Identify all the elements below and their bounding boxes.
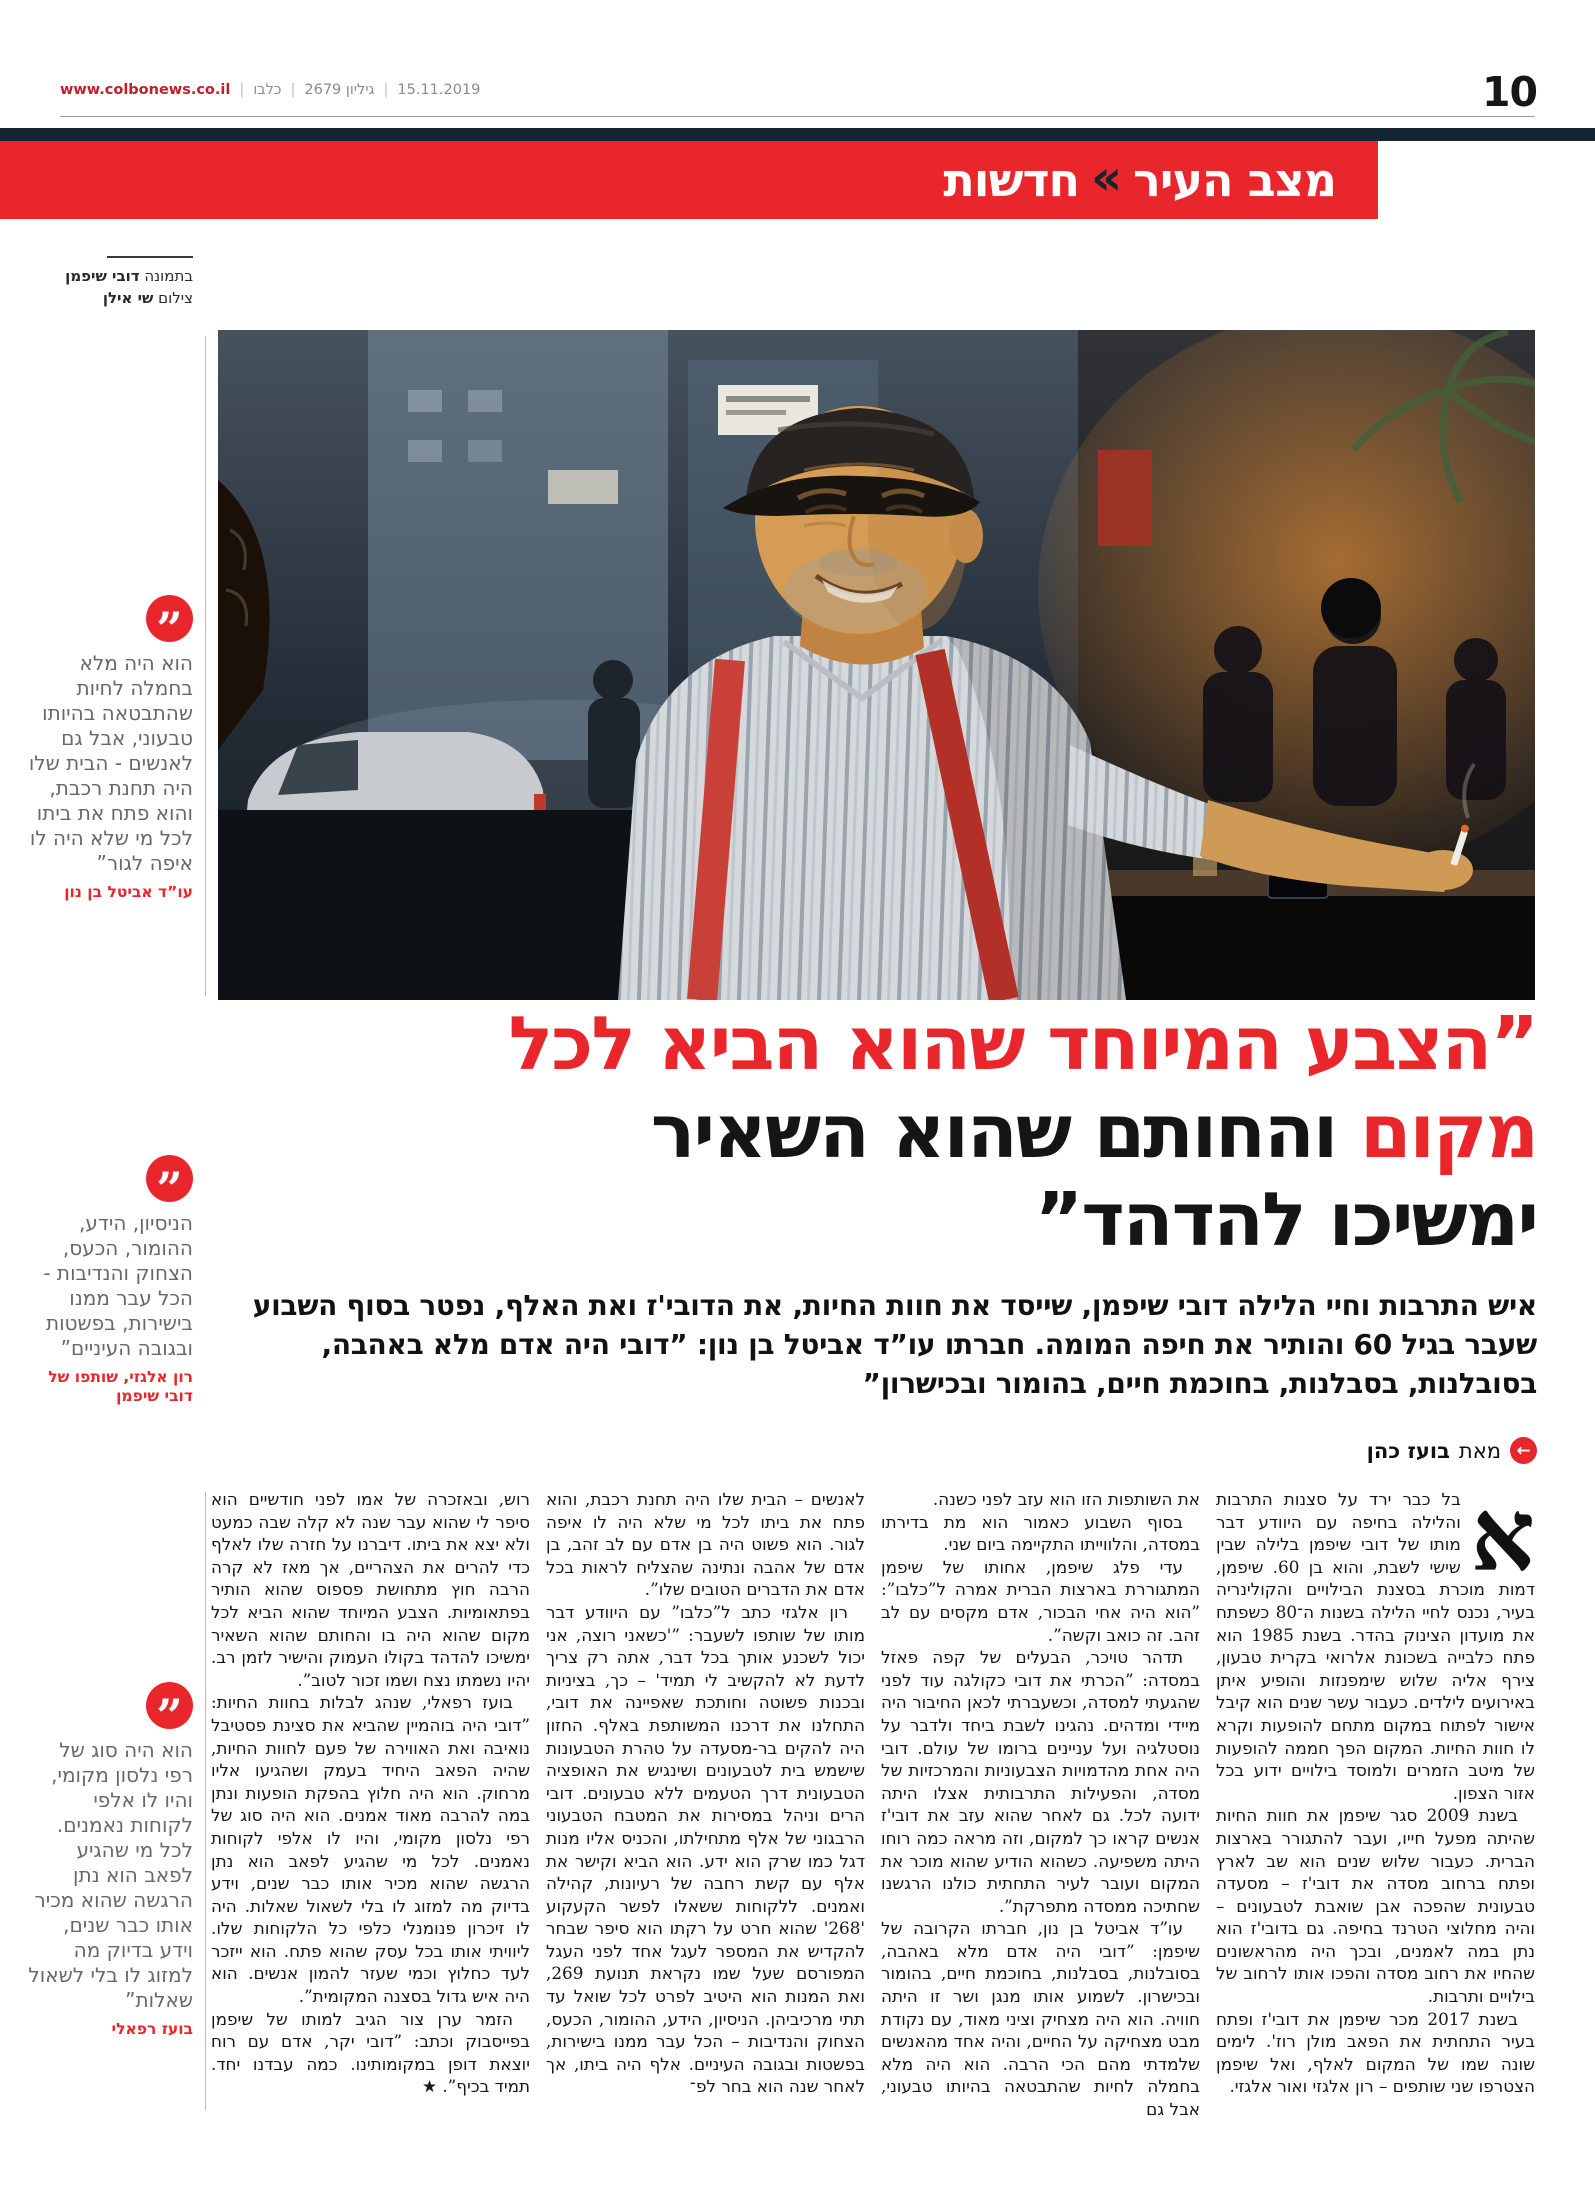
quote-icon: ” bbox=[146, 1682, 193, 1729]
article-paragraph: בסוף השבוע כאמור הוא מת בדירתו במסדה, והלווייתו התקיימה ביום שני. bbox=[881, 1511, 1200, 1555]
pull-quote-2 bbox=[25, 1155, 193, 1406]
article-column-2 bbox=[881, 1488, 1200, 2120]
column-rule bbox=[205, 336, 206, 996]
article-paragraph: א בל כבר ירד על סצנות התרבות והלילה בחיפה עם היוודע דבר מותו של דובי שיפמן בלילה שבין שישי לשבת, והוא בן 60. שיפמן, דמות מוכרת בסצנת הבילויים והקולינריה בעיר, נכנס לחיי הלילה בשנות ה־80 כשפתח את מועדון הצינוק בהדר. בשנת 1985 הוא פתח כלבייה בשכונת אלרואי בקרית טבעון, צירף אליה שלוש שימפנזות והופיע איתן באירועים לילדים. כעבור עשר שנים הוא קיבל אישור לפתוח במקום מתחם להופעות וקרא לו חוות החיות. המקום הפך חממה להופעות של מיטב הזמרים ולמוסד בילויים ידוע בכל אזור הצפון. bbox=[1216, 1488, 1535, 1803]
chevron-left-icon: « bbox=[1091, 150, 1122, 206]
article-paragraph: בשנת 2017 מכר שיפמן את דובי'ז ופתח בעיר התחתית את הפאב מולן רוז'. לימים שונה שמו של המקום לאלף, ואל שיפמן הצטרפו שני שותפים – רון אלגזי ואור אלגזי. bbox=[1216, 2008, 1535, 2097]
pull-quote-attribution: רון אלגזי, שותפו של דובי שיפמן bbox=[48, 1368, 193, 1405]
article-column-4 bbox=[211, 1488, 530, 2120]
headline-line-3: ימשיכו להדהד” bbox=[1034, 1177, 1537, 1263]
masthead-rule bbox=[60, 116, 1535, 117]
byline bbox=[1367, 1437, 1537, 1464]
pull-quote-1 bbox=[25, 595, 193, 902]
photo-credit bbox=[25, 256, 193, 309]
pull-quote-3 bbox=[25, 1682, 193, 2039]
headline-line-2-rest: והחותם שהוא השאיר bbox=[650, 1089, 1337, 1175]
headline-line-2 bbox=[205, 1088, 1537, 1176]
article-paragraph: בשנת 2009 סגר שיפמן את חוות החיות שהיתה מפעל חייו, ועבר להתגורר בארצות הברית. כעבור שלוש שנים הוא שב לארץ ופתח ברחוב מסדה את דובי'ז – מסעדה טבעונית שהפכה אבן שואבת לטבעונים – והיה מחלוצי הטרנד בחיפה. גם בדובי'ז הוא נתן במה לאמנים, ובכך היה מהראשונים שהחיו את רחוב מסדה והפכו אותו לרחוב של בילויים ותרבות. bbox=[1216, 1805, 1535, 2007]
section-name: מצב העיר bbox=[1133, 153, 1336, 207]
article-paragraph: עו”ד אביטל בן נון, חברתו הקרובה של שיפמן: ”דובי היה אדם מלא באהבה, בסובלנות, בסבלנות, בחוכמת חיים, בהומור ובכישרון. לשמוע אותו מנגן ושר זו היתה חוויה. הוא היה מצחיק וציני מאוד, עם נקודת מבט מצחיקה על החיים, והיה אחד מהאנשים שלמדתי מהם הכי הרבה. הוא היה מלא בחמלה לחיות שהתבטאה בהיותו טבעוני, אבל גם bbox=[881, 1918, 1200, 2120]
page-number: 10 bbox=[1481, 68, 1537, 116]
section-category: חדשות bbox=[943, 153, 1080, 207]
credit-rule bbox=[107, 256, 193, 258]
article-paragraph: הזמר ערן צור הגיב למותו של שיפמן בפייסבוק וכתב: ”דובי יקר, אדם עם רוח יוצאת דופן במקומותינו. כמה עבדנו יחד. תמיד בכיף”. ★ bbox=[211, 2008, 530, 2097]
masthead-paper-name: כלבו bbox=[253, 82, 282, 98]
subheadline: איש התרבות וחיי הלילה דובי שיפמן, שייסד את חוות החיות, את הדובי'ז ואת האלף, נפטר בסוף השבוע שעבר בגיל 60 והותיר את חיפה המומה. חברתו עו”ד אביטל בן נון: ”דובי היה אדם מלא באהבה, בסובלנות, בסבלנות, בחוכמת חיים, בהומור ובכישרון” bbox=[252, 1289, 1537, 1400]
masthead-date: 15.11.2019 bbox=[397, 82, 481, 98]
section-banner bbox=[0, 141, 1378, 219]
photo-credit-subject: בתמונה דובי שיפמן bbox=[65, 267, 193, 285]
masthead-separator: | bbox=[290, 82, 296, 98]
pull-quote-attribution: עו”ד אביטל בן נון bbox=[64, 883, 193, 901]
masthead bbox=[60, 82, 480, 98]
pull-quote-text: הניסיון, הידע, ההומור, הכעס, הצחוק והנדיבות - הכל עבר ממנו בישירות, בפשטות ובגובה העיניים” bbox=[43, 1211, 193, 1360]
masthead-issue: גיליון 2679 bbox=[304, 82, 375, 98]
column-rule bbox=[205, 1492, 206, 2110]
pull-quote-attribution: בועז רפאלי bbox=[111, 2020, 193, 2038]
byline-prefix: מאת bbox=[1458, 1438, 1501, 1463]
quote-icon: ” bbox=[146, 1155, 193, 1202]
headline-word-red: מקום bbox=[1360, 1089, 1537, 1175]
article-paragraph: לאנשים – הבית שלו היה תחנת רכבת, והוא פתח את ביתו לכל מי שלא היה לו איפה לגור. הוא פשוט היה בן אדם עם לב זהב, בן אדם של אהבה ונתינה שהצליח לראות בכל אדם את הדברים הטובים שלו”. bbox=[546, 1489, 865, 1600]
article-column-3 bbox=[546, 1488, 865, 2120]
masthead-separator: | bbox=[383, 82, 389, 98]
article-paragraph: רוש, ובאזכרה של אמו לפני חודשיים הוא סיפר לי שהוא עבר שנה לא קלה שבה כמעט ולא יצא את ביתו. דיברנו על חזרה שלו לאלף כדי להרים את הצהריים, אך מאז לא קרה הרבה חוץ מתחושת פספוס שהוא הותיר בפתאומיות. הצבע המיוחד שהוא הביא לכל מקום שהוא היה בו והחותם שהוא השאיר ימשיכו להדהד בקולו העמוק והישיר לזמן רב. יהיו נשמתו נצח ושמו זכור לטוב”. bbox=[211, 1489, 530, 1690]
headline bbox=[205, 1000, 1537, 1264]
navy-bar bbox=[0, 128, 1595, 141]
pull-quote-text: הוא היה סוג של רפי נלסון מקומי, והיו לו אלפי לקוחות נאמנים. לכל מי שהגיע לפאב הוא נתן הרגשה שהוא מכיר אותו כבר שנים, וידע בדיוק מה למזוג לו בלי לשאול שאלות” bbox=[28, 1738, 193, 2012]
byline-author: בועז כהן bbox=[1366, 1438, 1450, 1463]
article-column-1 bbox=[1216, 1488, 1535, 2120]
article-paragraph: עדי פלג שיפמן, אחותו של שיפמן המתגוררת בארצות הברית אמרה ל”כלבו”: ”הוא היה אחי הבכור, אדם מקסים עם לב זהב. זה כואב וקשה”. bbox=[881, 1556, 1200, 1645]
section-banner-title bbox=[943, 152, 1336, 208]
masthead-separator: | bbox=[239, 82, 245, 98]
article-paragraph: בועז רפאלי, שנהג לבלות בחוות החיות: ”דובי היה בוהמיין שהביא את סצינת פסטיבל נואיבה ואת האווירה של פעם לחוות החיות, שהיה הפאב היחיד בעמק ושהגיעו אליו מרחוק. הוא היה חלוץ בהפקת הופעות ונתן במה להרבה מאוד אמנים. הוא היה סוג של רפי נלסון מקומי, והיו לו אלפי לקוחות נאמנים. לכל מי שהגיע לפאב הוא נתן הרגשה שהוא מכיר אותו כבר שנים, וידע בדיוק מה למזוג לו בלי לשאול שאלות. היה לו זיכרון פנומנלי כלפי כל הלקוחות שלו. ליוויתי אותו בכל עסק שהוא פתח. הוא ייזכר לעד כחלוץ וכמי שעזר להמון אנשים. הוא היה איש גדול בסצנה המקומית”. bbox=[211, 1692, 530, 2007]
drop-cap: א bbox=[1470, 1488, 1535, 1594]
pull-quote-text: הוא היה מלא בחמלה לחיות שהתבטאה בהיותו טבעוני, אבל גם לאנשים - הבית שלו היה תחנת רכבת, והוא פתח את ביתו לכל מי שלא היה לו איפה לגור” bbox=[28, 651, 193, 875]
masthead-url: www.colbonews.co.il bbox=[60, 82, 231, 98]
photo-credit-photographer: צילום שי אילן bbox=[102, 289, 193, 307]
quote-icon: ” bbox=[146, 595, 193, 642]
article-paragraph: תדהר טויכר, הבעלים של קפה פאזל במסדה: ”הכרתי את דובי כקולגה עוד לפני שהגעתי למסדה, וכשעברתי לכאן החיבור היה מיידי ומדהים. נהגינו לשבת ביחד ולדבר על נוסטלגיה ועל עניינים ברומו של עולם. דובי היה אחת מהדמויות הצבעוניות והמרכזיות של מסדה, והפעילות התרבותית אצלו היתה ידועה לכל. גם לאחר שהוא עזב את דובי'ז אנשים קראו כך למקום, וזה מראה כמה רוחו היתה משפיעה. כשהוא הודיע שהוא מוכר את המקום ועובר לעיר התחתית כולנו הרגשנו שחתיכה ממסדה מתפרקת”. bbox=[881, 1647, 1200, 1916]
arrow-left-icon: ← bbox=[1510, 1437, 1537, 1464]
article-photo bbox=[218, 330, 1535, 1000]
article-paragraph: את השותפות הזו הוא עזב לפני כשנה. bbox=[932, 1489, 1200, 1509]
article-paragraph: רון אלגזי כתב ל”כלבו” עם היוודע דבר מותו של שותפו לשעבר: ”'כשאני רוצה, אני יכול לשכנע אותך בכל דבר, אתה רק צריך לדעת לא להקשיב לי תמיד' – כך, בציניות ובכנות פשוטה וחותכת שאפיינה את דובי, התחלנו את דרכנו המשותפת באלף. החזון היה להקים בר-מסעדה על טהרת הטבעונות שישמש בית לטבעונים ושינגיש את האופציה הטבעונית דרך הטעמים ללא טבעונים. דובי הרים וניהל במסירות את המטבח הטבעוני הרבגוני של אלף מתחילתו, והכניס אליו מנות דגל כמו שרק הוא ידע. הוא הביא וקישר את אלף עם קשת רחבה של רעיונות, קהילה ואמנים. ללקוחות ששאלו לפשר הקעקוע '268' שהוא חרט על רקתו הוא סיפר שבחר להקדיש את המספר לעגל אחד לפני העגל המפורסם שעל שמו נקראת תנועת 269, ואת המנות הוא היטיב לפרט לכל שואל עד תתי מרכיביהן. הניסיון, הידע, ההומור, הכעס, הצחוק והנדיבות – הכל עבר ממנו בישירות, בפשטות ובגובה העיניים. אלף היה ביתו, אך לאחר שנה הוא בחר לפ־ bbox=[546, 1601, 865, 2097]
headline-line-1: ”הצבע המיוחד שהוא הביא לכל bbox=[508, 1001, 1537, 1087]
